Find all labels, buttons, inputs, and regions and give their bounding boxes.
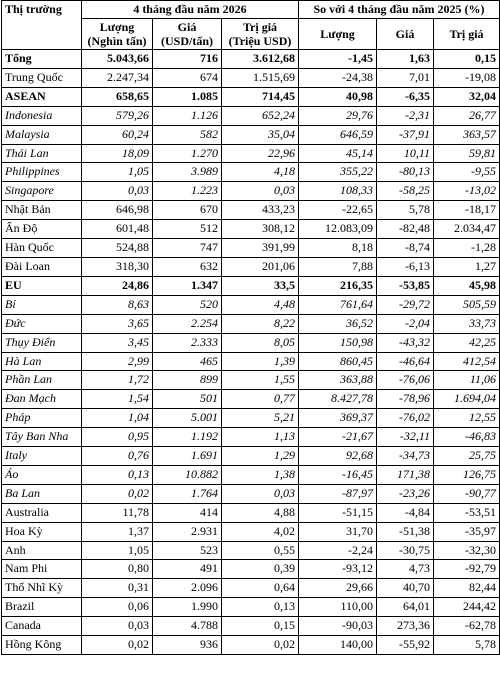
cell-value: 0,77	[222, 390, 299, 409]
cell-volume: 8,63	[82, 295, 153, 314]
header-price: Giá (USD/tấn)	[153, 19, 222, 50]
cell-volume: 24,86	[82, 276, 153, 295]
cell-change-volume: -16,45	[299, 465, 377, 484]
cell-price: 1.085	[153, 87, 222, 106]
cell-market: Brazil	[2, 598, 82, 617]
table-row	[2, 50, 500, 69]
cell-value: 0,13	[222, 598, 299, 617]
cell-change-price: -37,91	[377, 125, 434, 144]
cell-change-price: -43,32	[377, 333, 434, 352]
cell-change-price: -58,25	[377, 182, 434, 201]
table-row	[2, 447, 500, 466]
cell-change-volume: -2,24	[299, 541, 377, 560]
table-row	[2, 409, 500, 428]
cell-change-value: -92,79	[434, 560, 500, 579]
cell-value: 3.612,68	[222, 50, 299, 69]
cell-volume: 2.247,34	[82, 68, 153, 87]
cell-change-value: -18,17	[434, 201, 500, 220]
cell-volume: 18,09	[82, 144, 153, 163]
cell-market: Đan Mạch	[2, 390, 82, 409]
cell-price: 1.764	[153, 484, 222, 503]
cell-change-value: 2.034,47	[434, 220, 500, 239]
cell-market: ASEAN	[2, 87, 82, 106]
table-row	[2, 598, 500, 617]
cell-change-price: -55,92	[377, 636, 434, 655]
header-value: Trị giá (Triệu USD)	[222, 19, 299, 50]
cell-change-price: 64,01	[377, 598, 434, 617]
cell-value: 1,13	[222, 428, 299, 447]
cell-change-price: -8,74	[377, 239, 434, 258]
cell-change-value: 5,78	[434, 636, 500, 655]
cell-market: Nhật Bản	[2, 201, 82, 220]
cell-market: Singapore	[2, 182, 82, 201]
cell-change-value: 1.694,04	[434, 390, 500, 409]
cell-change-value: 1,27	[434, 257, 500, 276]
cell-volume: 1,05	[82, 163, 153, 182]
cell-price: 465	[153, 352, 222, 371]
cell-change-volume: 40,98	[299, 87, 377, 106]
cell-change-value: -13,02	[434, 182, 500, 201]
cell-change-volume: 29,66	[299, 579, 377, 598]
cell-change-price: -23,26	[377, 484, 434, 503]
cell-change-volume: -22,65	[299, 201, 377, 220]
table-row	[2, 560, 500, 579]
cell-market: Đức	[2, 314, 82, 333]
cell-change-value: 42,25	[434, 333, 500, 352]
cell-market: Áo	[2, 465, 82, 484]
cell-change-price: -29,72	[377, 295, 434, 314]
table-row	[2, 617, 500, 636]
cell-change-volume: -87,97	[299, 484, 377, 503]
cell-value: 391,99	[222, 239, 299, 258]
cell-change-volume: 36,52	[299, 314, 377, 333]
cell-market: Trung Quốc	[2, 68, 82, 87]
cell-value: 201,06	[222, 257, 299, 276]
cell-change-value: 26,77	[434, 106, 500, 125]
cell-market: Hoa Kỳ	[2, 522, 82, 541]
cell-price: 632	[153, 257, 222, 276]
cell-change-volume: 761,64	[299, 295, 377, 314]
cell-price: 582	[153, 125, 222, 144]
table-row	[2, 68, 500, 87]
cell-volume: 524,88	[82, 239, 153, 258]
cell-value: 4,18	[222, 163, 299, 182]
cell-price: 501	[153, 390, 222, 409]
cell-price: 2.333	[153, 333, 222, 352]
cell-value: 0,03	[222, 484, 299, 503]
cell-market: Thái Lan	[2, 144, 82, 163]
table-row	[2, 201, 500, 220]
table-row	[2, 636, 500, 655]
cell-price: 512	[153, 220, 222, 239]
cell-market: Tổng	[2, 50, 82, 69]
table-row	[2, 465, 500, 484]
cell-market: Bỉ	[2, 295, 82, 314]
cell-volume: 3,45	[82, 333, 153, 352]
cell-change-volume: 45,14	[299, 144, 377, 163]
cell-change-value: 12,55	[434, 409, 500, 428]
cell-value: 0,02	[222, 636, 299, 655]
cell-change-volume: 355,22	[299, 163, 377, 182]
table-row	[2, 390, 500, 409]
cell-change-value: -46,83	[434, 428, 500, 447]
cell-change-volume: 7,88	[299, 257, 377, 276]
cell-change-value: -1,28	[434, 239, 500, 258]
header-compare-group: So với 4 tháng đầu năm 2025 (%)	[299, 1, 500, 19]
cell-volume: 0,03	[82, 182, 153, 201]
cell-change-value: 32,04	[434, 87, 500, 106]
cell-market: Nam Phi	[2, 560, 82, 579]
header-cmp-volume: Lượng	[299, 19, 377, 50]
cell-volume: 3,65	[82, 314, 153, 333]
table-row	[2, 295, 500, 314]
cell-volume: 60,24	[82, 125, 153, 144]
table-row	[2, 352, 500, 371]
cell-change-volume: 150,98	[299, 333, 377, 352]
cell-price: 3.989	[153, 163, 222, 182]
cell-market: Hồng Kông	[2, 636, 82, 655]
cell-market: Indonesia	[2, 106, 82, 125]
cell-price: 2.096	[153, 579, 222, 598]
cell-value: 0,15	[222, 617, 299, 636]
cell-market: Ba Lan	[2, 484, 82, 503]
cell-change-price: -6,35	[377, 87, 434, 106]
cell-price: 2.931	[153, 522, 222, 541]
cell-value: 1,29	[222, 447, 299, 466]
cell-change-value: -62,78	[434, 617, 500, 636]
cell-market: Anh	[2, 541, 82, 560]
table-row	[2, 371, 500, 390]
cell-market: Ấn Độ	[2, 220, 82, 239]
cell-change-value: 363,57	[434, 125, 500, 144]
cell-change-value: -9,55	[434, 163, 500, 182]
cell-change-value: -35,97	[434, 522, 500, 541]
cell-volume: 1,05	[82, 541, 153, 560]
cell-price: 520	[153, 295, 222, 314]
cell-change-price: -2,31	[377, 106, 434, 125]
cell-price: 10.882	[153, 465, 222, 484]
table-row	[2, 541, 500, 560]
cell-change-price: -78,96	[377, 390, 434, 409]
cell-change-volume: 140,00	[299, 636, 377, 655]
cell-change-volume: -1,45	[299, 50, 377, 69]
cell-volume: 0,80	[82, 560, 153, 579]
cell-price: 1.270	[153, 144, 222, 163]
cell-market: Canada	[2, 617, 82, 636]
cell-market: EU	[2, 276, 82, 295]
table-row	[2, 106, 500, 125]
cell-change-price: -6,13	[377, 257, 434, 276]
cell-market: Italy	[2, 447, 82, 466]
cell-change-value: 412,54	[434, 352, 500, 371]
table-row	[2, 428, 500, 447]
cell-value: 4,02	[222, 522, 299, 541]
table-row	[2, 163, 500, 182]
cell-volume: 0,02	[82, 636, 153, 655]
header-cmp-price: Giá	[377, 19, 434, 50]
table-row	[2, 182, 500, 201]
cell-change-price: 171,38	[377, 465, 434, 484]
cell-change-value: 11,06	[434, 371, 500, 390]
cell-change-price: -32,11	[377, 428, 434, 447]
cell-change-price: -4,84	[377, 503, 434, 522]
cell-value: 8,22	[222, 314, 299, 333]
cell-change-value: 33,73	[434, 314, 500, 333]
cell-change-price: -82,48	[377, 220, 434, 239]
table-row	[2, 125, 500, 144]
cell-market: Pháp	[2, 409, 82, 428]
table-row	[2, 144, 500, 163]
cell-change-price: -76,02	[377, 409, 434, 428]
cell-market: Phần Lan	[2, 371, 82, 390]
cell-change-value: -32,30	[434, 541, 500, 560]
cell-value: 1,39	[222, 352, 299, 371]
cell-value: 308,12	[222, 220, 299, 239]
cell-change-price: -53,85	[377, 276, 434, 295]
cell-value: 4,48	[222, 295, 299, 314]
table-row	[2, 333, 500, 352]
cell-price: 414	[153, 503, 222, 522]
cell-value: 5,21	[222, 409, 299, 428]
header-market: Thị trường	[2, 1, 82, 50]
cell-value: 8,05	[222, 333, 299, 352]
cell-market: Tây Ban Nha	[2, 428, 82, 447]
cell-volume: 1,04	[82, 409, 153, 428]
cell-change-volume: 12.083,09	[299, 220, 377, 239]
cell-volume: 646,98	[82, 201, 153, 220]
cell-price: 1.126	[153, 106, 222, 125]
cell-change-price: 4,73	[377, 560, 434, 579]
cell-price: 5.001	[153, 409, 222, 428]
cell-market: Philippines	[2, 163, 82, 182]
cell-price: 1.347	[153, 276, 222, 295]
cell-price: 491	[153, 560, 222, 579]
table-row	[2, 484, 500, 503]
cell-value: 1.515,69	[222, 68, 299, 87]
cell-value: 0,39	[222, 560, 299, 579]
cell-change-volume: 31,70	[299, 522, 377, 541]
cell-change-price: -2,04	[377, 314, 434, 333]
cell-volume: 318,30	[82, 257, 153, 276]
cell-change-volume: -24,38	[299, 68, 377, 87]
cell-volume: 1,72	[82, 371, 153, 390]
cell-change-price: -30,75	[377, 541, 434, 560]
cell-price: 899	[153, 371, 222, 390]
cell-volume: 0,06	[82, 598, 153, 617]
cell-market: Australia	[2, 503, 82, 522]
header-volume: Lượng (Nghìn tấn)	[82, 19, 153, 50]
cell-change-value: -19,08	[434, 68, 500, 87]
cell-change-price: -34,73	[377, 447, 434, 466]
cell-change-price: -46,64	[377, 352, 434, 371]
cell-change-value: 59,81	[434, 144, 500, 163]
cell-change-volume: -21,67	[299, 428, 377, 447]
cell-volume: 1,37	[82, 522, 153, 541]
cell-market: Malaysia	[2, 125, 82, 144]
header-period-group: 4 tháng đầu năm 2026	[82, 1, 299, 19]
cell-change-price: -76,06	[377, 371, 434, 390]
cell-volume: 579,26	[82, 106, 153, 125]
cell-change-volume: -51,15	[299, 503, 377, 522]
header-cmp-value: Trị giá	[434, 19, 500, 50]
cell-price: 670	[153, 201, 222, 220]
cell-change-value: 82,44	[434, 579, 500, 598]
cell-volume: 0,03	[82, 617, 153, 636]
cell-change-volume: 92,68	[299, 447, 377, 466]
cell-volume: 5.043,66	[82, 50, 153, 69]
cell-change-price: 1,63	[377, 50, 434, 69]
cell-change-price: 7,01	[377, 68, 434, 87]
table-row	[2, 579, 500, 598]
cell-price: 1.990	[153, 598, 222, 617]
cell-market: Đài Loan	[2, 257, 82, 276]
export-market-table	[1, 0, 500, 655]
cell-value: 22,96	[222, 144, 299, 163]
cell-change-volume: 363,88	[299, 371, 377, 390]
cell-change-price: 5,78	[377, 201, 434, 220]
cell-value: 0,55	[222, 541, 299, 560]
cell-price: 4.788	[153, 617, 222, 636]
cell-market: Hàn Quốc	[2, 239, 82, 258]
cell-change-value: 126,75	[434, 465, 500, 484]
cell-price: 716	[153, 50, 222, 69]
cell-change-volume: 216,35	[299, 276, 377, 295]
cell-value: 1,38	[222, 465, 299, 484]
cell-change-volume: 29,76	[299, 106, 377, 125]
cell-market: Thụy Điển	[2, 333, 82, 352]
cell-volume: 0,76	[82, 447, 153, 466]
cell-value: 433,23	[222, 201, 299, 220]
cell-price: 674	[153, 68, 222, 87]
cell-value: 0,64	[222, 579, 299, 598]
cell-change-price: -51,38	[377, 522, 434, 541]
cell-change-value: 505,59	[434, 295, 500, 314]
cell-price: 1.223	[153, 182, 222, 201]
table-row	[2, 314, 500, 333]
table-row	[2, 87, 500, 106]
cell-volume: 11,78	[82, 503, 153, 522]
cell-change-volume: 646,59	[299, 125, 377, 144]
cell-value: 1,55	[222, 371, 299, 390]
cell-value: 4,88	[222, 503, 299, 522]
cell-change-price: -80,13	[377, 163, 434, 182]
cell-price: 936	[153, 636, 222, 655]
cell-change-volume: 8,18	[299, 239, 377, 258]
cell-price: 523	[153, 541, 222, 560]
cell-change-value: 45,98	[434, 276, 500, 295]
cell-change-volume: -90,03	[299, 617, 377, 636]
cell-change-price: 10,11	[377, 144, 434, 163]
cell-change-value: 0,15	[434, 50, 500, 69]
cell-volume: 0,02	[82, 484, 153, 503]
table-row	[2, 276, 500, 295]
cell-change-volume: 860,45	[299, 352, 377, 371]
cell-value: 35,04	[222, 125, 299, 144]
cell-volume: 0,95	[82, 428, 153, 447]
cell-change-volume: 110,00	[299, 598, 377, 617]
cell-change-value: -90,77	[434, 484, 500, 503]
cell-change-volume: 108,33	[299, 182, 377, 201]
table-row	[2, 257, 500, 276]
cell-market: Hà Lan	[2, 352, 82, 371]
cell-value: 714,45	[222, 87, 299, 106]
cell-value: 652,24	[222, 106, 299, 125]
cell-change-volume: 369,37	[299, 409, 377, 428]
cell-volume: 601,48	[82, 220, 153, 239]
cell-value: 33,5	[222, 276, 299, 295]
cell-change-value: -53,51	[434, 503, 500, 522]
cell-value: 0,03	[222, 182, 299, 201]
cell-change-volume: -93,12	[299, 560, 377, 579]
cell-price: 747	[153, 239, 222, 258]
cell-price: 1.691	[153, 447, 222, 466]
table-row	[2, 239, 500, 258]
cell-market: Thổ Nhĩ Kỳ	[2, 579, 82, 598]
cell-change-value: 25,75	[434, 447, 500, 466]
cell-price: 1.192	[153, 428, 222, 447]
table-row	[2, 220, 500, 239]
cell-change-price: 40,70	[377, 579, 434, 598]
cell-volume: 658,65	[82, 87, 153, 106]
cell-volume: 0,31	[82, 579, 153, 598]
cell-volume: 2,99	[82, 352, 153, 371]
cell-price: 2.254	[153, 314, 222, 333]
cell-volume: 0,13	[82, 465, 153, 484]
table-row	[2, 503, 500, 522]
header-row-groups	[2, 1, 500, 19]
table-row	[2, 522, 500, 541]
cell-change-volume: 8.427,78	[299, 390, 377, 409]
table-body	[2, 50, 500, 655]
cell-change-price: 273,36	[377, 617, 434, 636]
cell-change-value: 244,42	[434, 598, 500, 617]
cell-volume: 1,54	[82, 390, 153, 409]
